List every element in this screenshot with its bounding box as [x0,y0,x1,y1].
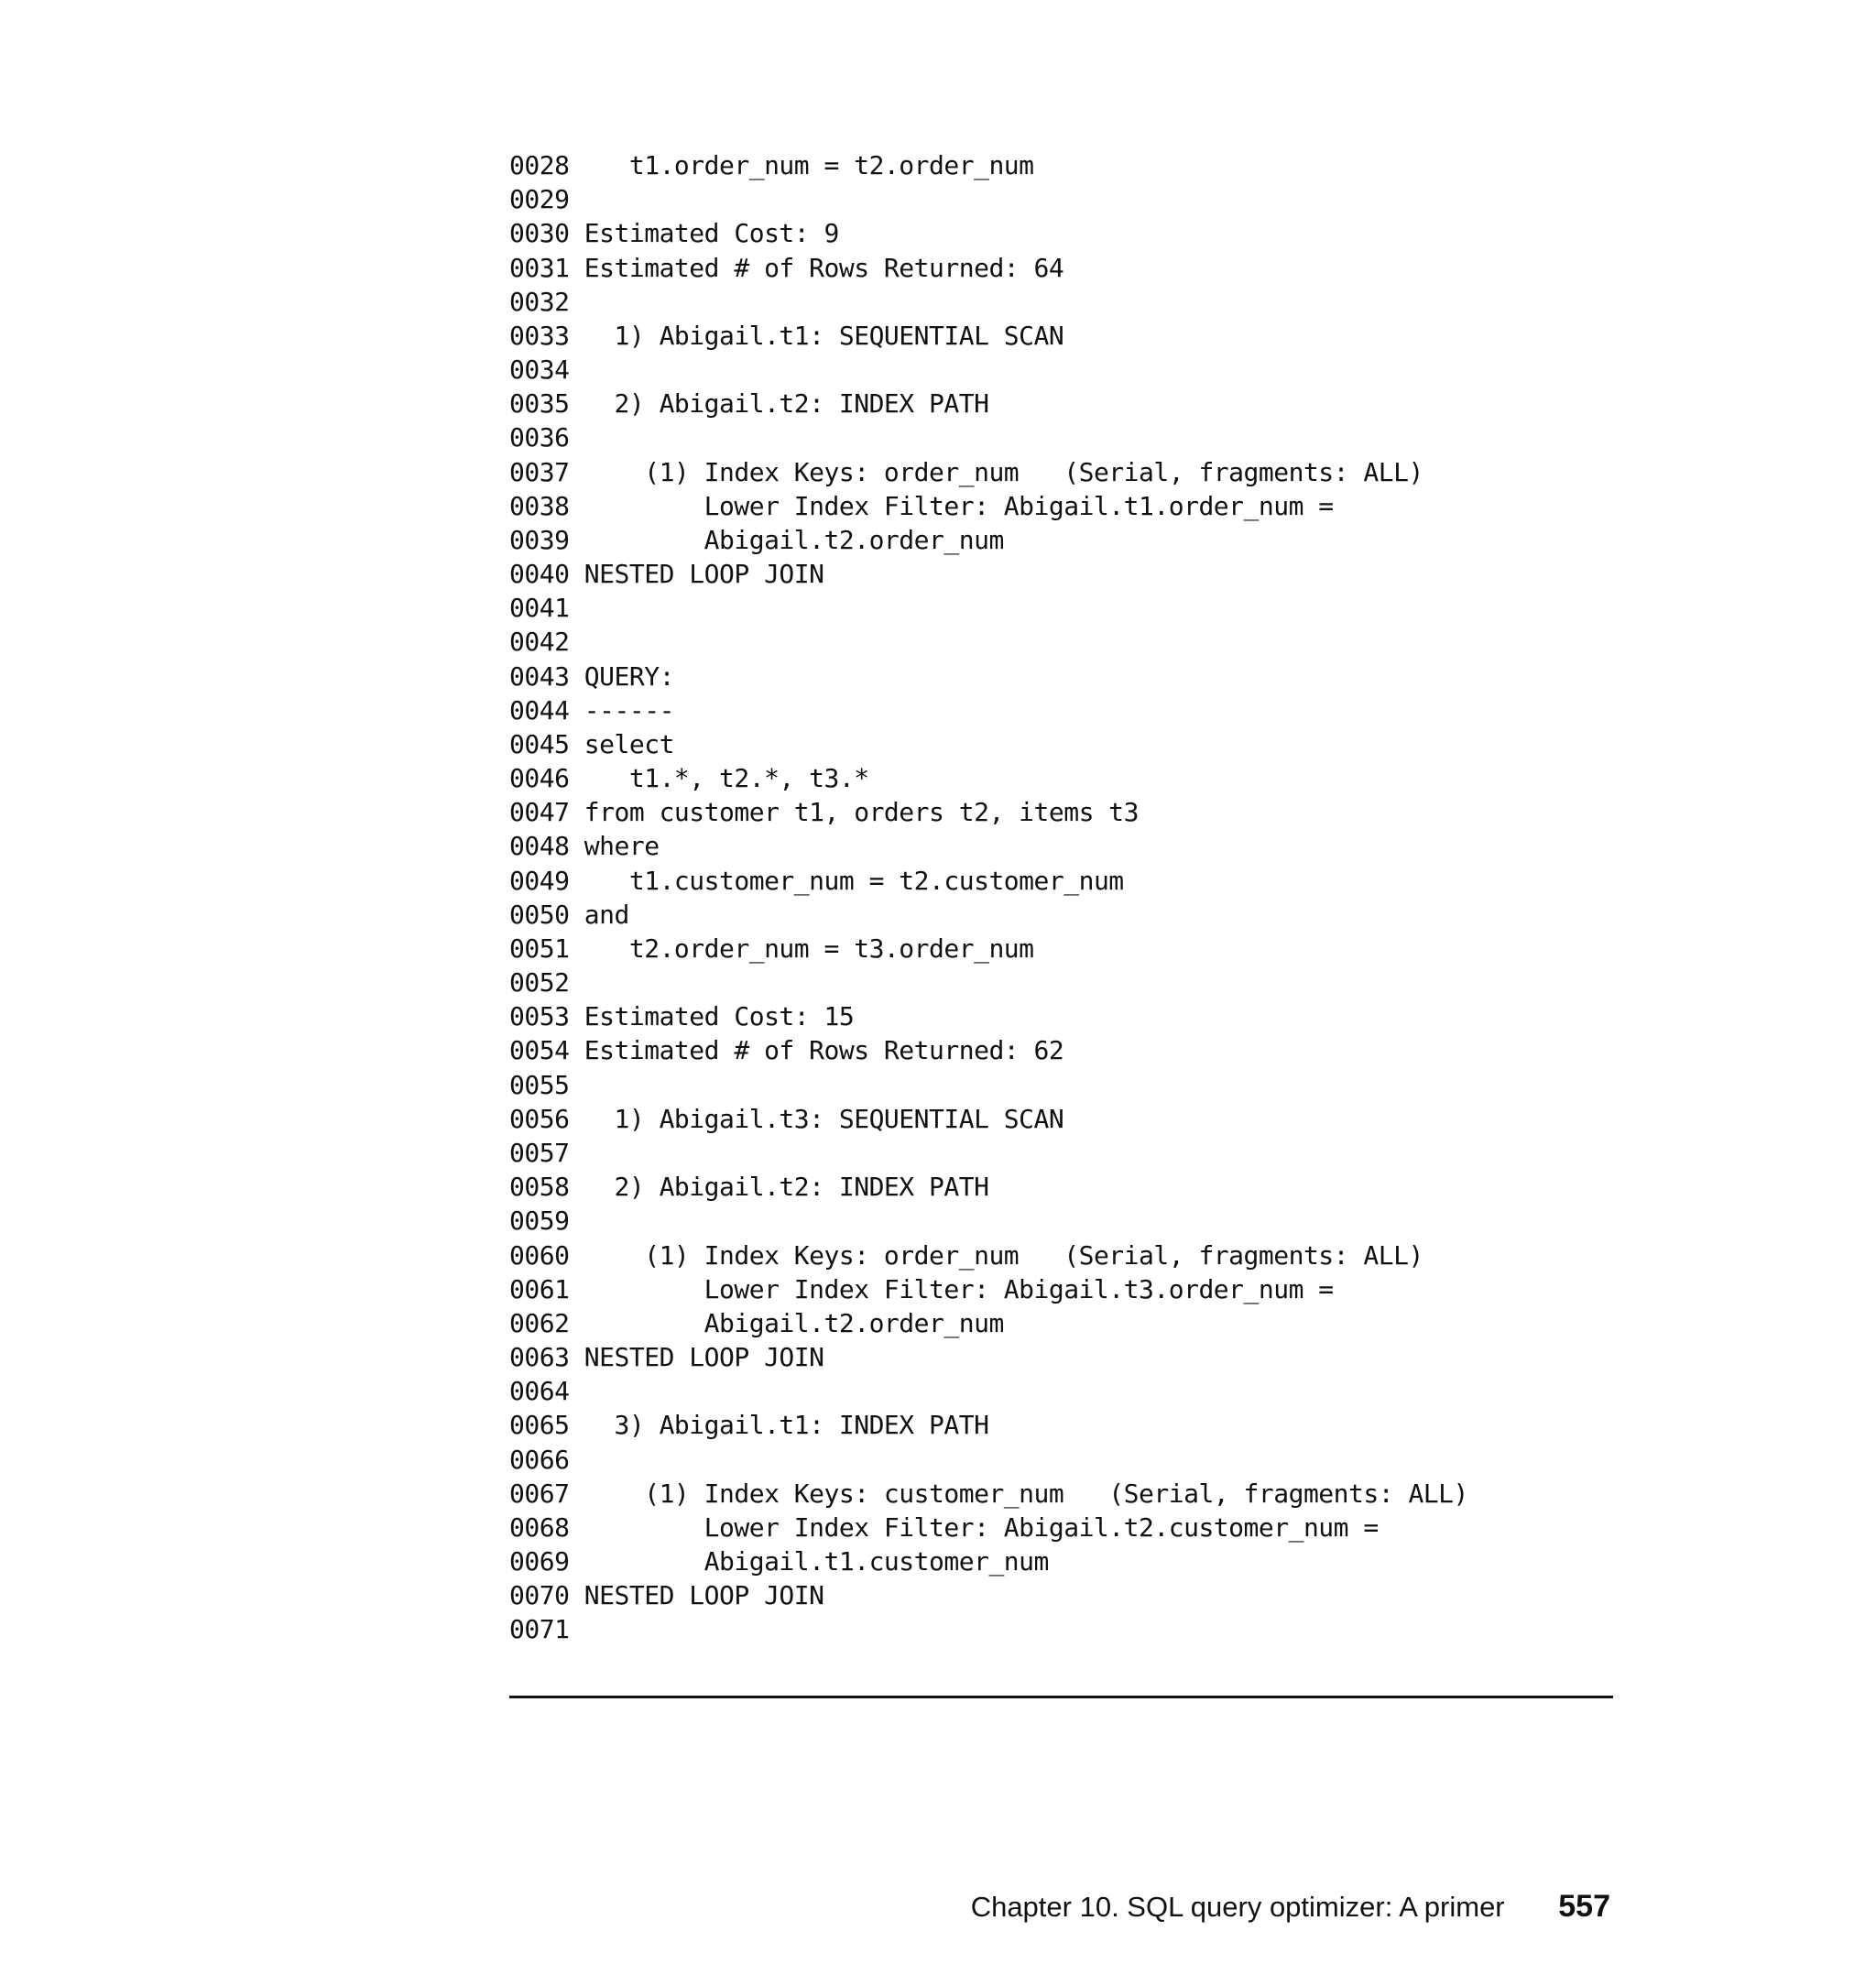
code-line: 0056 1) Abigail.t3: SEQUENTIAL SCAN [509,1103,1064,1134]
code-line: 0066 [509,1444,570,1475]
code-line: 0049 t1.customer_num = t2.customer_num [509,865,1124,896]
code-line: 0041 [509,593,570,624]
code-line: 0067 (1) Index Keys: customer_num (Serial, fragments: ALL) [509,1478,1468,1509]
code-line: 0047 from customer t1, orders t2, items t3 [509,797,1140,828]
page-footer [971,1889,1610,1925]
code-line: 0042 [509,627,570,658]
code-line: 0028 t1.order_num = t2.order_num [509,150,1034,180]
code-line: 0071 [509,1614,570,1645]
code-line: 0037 (1) Index Keys: order_num (Serial, fragments: ALL) [509,456,1423,487]
code-line: 0035 2) Abigail.t2: INDEX PATH [509,388,989,420]
code-line: 0053 Estimated Cost: 15 [509,1001,855,1032]
code-line: 0030 Estimated Cost: 9 [509,218,839,249]
code-line: 0051 t2.order_num = t3.order_num [509,933,1034,964]
code-line: 0039 Abigail.t2.order_num [509,524,1004,555]
code-line: 0038 Lower Index Filter: Abigail.t1.order_num = [509,490,1334,521]
code-line: 0029 [509,184,570,215]
code-line: 0060 (1) Index Keys: order_num (Serial, fragments: ALL) [509,1239,1423,1271]
code-line: 0046 t1.*, t2.*, t3.* [509,763,869,794]
code-listing [509,148,1609,1647]
code-line: 0045 select [509,728,674,759]
code-line: 0054 Estimated # of Rows Returned: 62 [509,1035,1064,1066]
code-line: 0058 2) Abigail.t2: INDEX PATH [509,1172,989,1203]
code-line: 0070 NESTED LOOP JOIN [509,1580,824,1611]
code-line: 0040 NESTED LOOP JOIN [509,559,824,590]
code-line: 0052 [509,967,570,998]
code-line: 0036 [509,422,570,453]
code-line: 0031 Estimated # of Rows Returned: 64 [509,252,1064,283]
code-line: 0061 Lower Index Filter: Abigail.t3.order_num = [509,1273,1334,1304]
code-line: 0044 ------ [509,694,674,726]
code-line: 0063 NESTED LOOP JOIN [509,1342,824,1373]
chapter-title: Chapter 10. SQL query optimizer: A primer [970,1891,1505,1923]
code-line: 0034 [509,355,570,386]
code-line: 0055 [509,1069,570,1100]
code-line: 0064 [509,1376,570,1407]
code-line: 0062 Abigail.t2.order_num [509,1307,1004,1338]
code-line: 0033 1) Abigail.t1: SEQUENTIAL SCAN [509,320,1064,351]
code-line: 0065 3) Abigail.t1: INDEX PATH [509,1410,989,1441]
code-line: 0059 [509,1206,570,1237]
code-line: 0068 Lower Index Filter: Abigail.t2.customer_num = [509,1511,1379,1543]
code-line: 0050 and [509,899,629,930]
code-line: 0043 QUERY: [509,660,674,692]
code-line: 0048 where [509,831,660,862]
page-number: 557 [1558,1889,1610,1924]
code-line: 0032 [509,286,570,317]
code-line: 0069 Abigail.t1.customer_num [509,1546,1049,1577]
code-line: 0057 [509,1137,570,1168]
footer-divider [509,1696,1613,1698]
